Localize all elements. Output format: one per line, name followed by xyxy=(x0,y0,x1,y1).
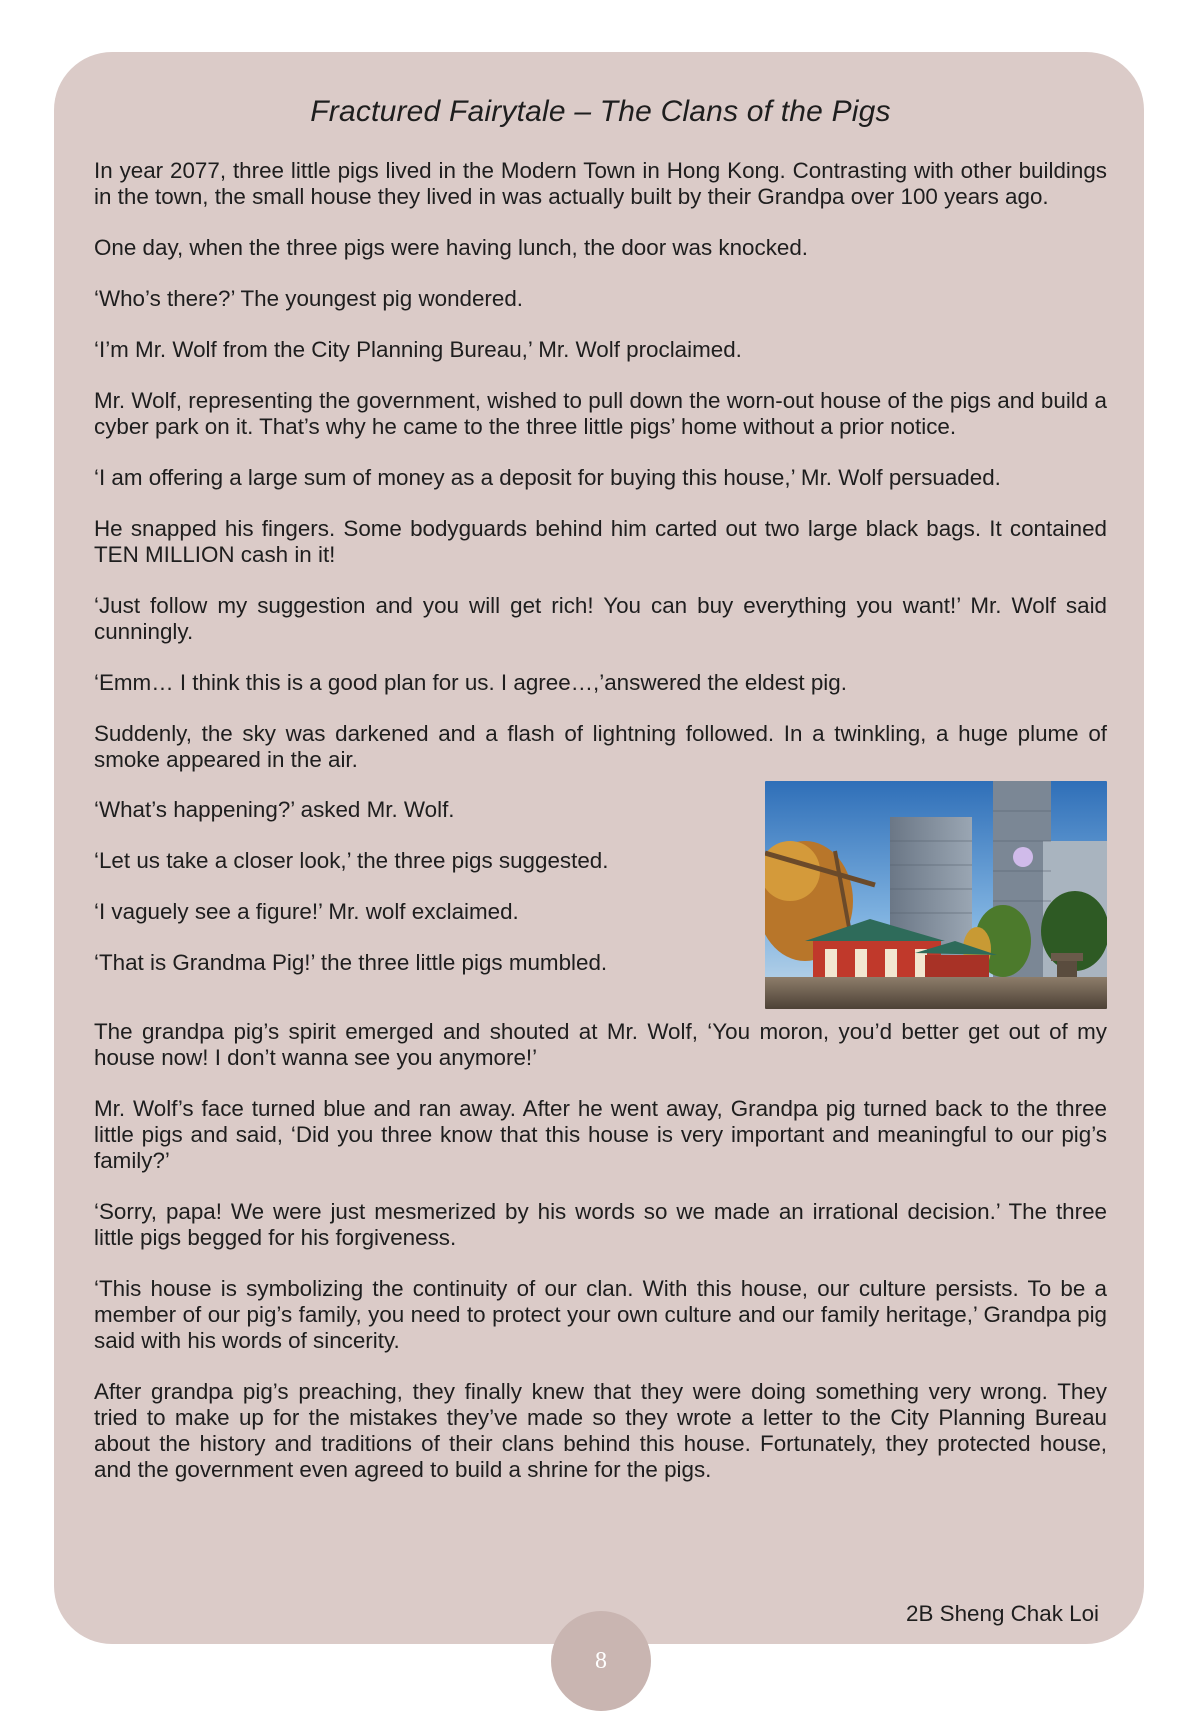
shrine-city-photo xyxy=(765,781,1107,1009)
paragraph-16: Mr. Wolf’s face turned blue and ran away. After he went away, Grandpa pig turned back to the three little pigs and said, ‘Did you three know that this house is very important and meaningful to our pig’s family?’ xyxy=(94,1096,1107,1173)
author-credit: 2B Sheng Chak Loi xyxy=(906,1601,1099,1626)
paragraph-18: ‘This house is symbolizing the continuity of our clan. With this house, our culture persists. To be a member of our pig’s family, you need to protect your own culture and our family heritage,’ Grandpa pig said with his words of sincerity. xyxy=(94,1276,1107,1353)
article-title: Fractured Fairytale – The Clans of the Pigs xyxy=(310,95,891,128)
paragraph-2: One day, when the three pigs were having lunch, the door was knocked. xyxy=(94,235,809,260)
paragraph-11: ‘What’s happening?’ asked Mr. Wolf. xyxy=(94,797,455,822)
paragraph-4: ‘I’m Mr. Wolf from the City Planning Bureau,’ Mr. Wolf proclaimed. xyxy=(94,337,742,362)
paragraph-3: ‘Who’s there?’ The youngest pig wondered. xyxy=(94,286,524,311)
paragraph-12: ‘Let us take a closer look,’ the three pigs suggested. xyxy=(94,848,609,873)
paragraph-1: In year 2077, three little pigs lived in the Modern Town in Hong Kong. Contrasting with other buildings in the town, the small house they lived in was actually built by their Grandpa over 100 years ago. xyxy=(94,158,1107,209)
paragraph-8: ‘Just follow my suggestion and you will get rich! You can buy everything you want!’ Mr. Wolf said cunningly. xyxy=(94,593,1107,644)
paragraph-19: After grandpa pig’s preaching, they finally knew that they were doing something very wrong. They tried to make up for the mistakes they’ve made so they wrote a letter to the City Planning Bureau about the history and traditions of their clans behind this house. Fortunately, they protected house, and the government even agreed to build a shrine for the pigs. xyxy=(94,1379,1107,1482)
paragraph-13: ‘I vaguely see a figure!’ Mr. wolf exclaimed. xyxy=(94,899,519,924)
paragraph-5: Mr. Wolf, representing the government, wished to pull down the worn-out house of the pigs and build a cyber park on it. That’s why he came to the three little pigs’ home without a prior notice. xyxy=(94,388,1107,439)
paragraph-15: The grandpa pig’s spirit emerged and shouted at Mr. Wolf, ‘You moron, you’d better get out of my house now! I don’t wanna see you anymore!’ xyxy=(94,1019,1107,1070)
paragraph-9: ‘Emm… I think this is a good plan for us. I agree…,’answered the eldest pig. xyxy=(94,670,847,695)
paragraph-14: ‘That is Grandma Pig!’ the three little pigs mumbled. xyxy=(94,950,608,975)
page-number-badge xyxy=(551,1611,651,1711)
paragraph-7: He snapped his fingers. Some bodyguards behind him carted out two large black bags. It contained TEN MILLION cash in it! xyxy=(94,516,1107,567)
paragraph-6: ‘I am offering a large sum of money as a deposit for buying this house,’ Mr. Wolf persuaded. xyxy=(94,465,1001,490)
paragraph-17: ‘Sorry, papa! We were just mesmerized by his words so we made an irrational decision.’ The three little pigs begged for his forgiveness. xyxy=(94,1199,1107,1250)
article-body xyxy=(94,158,1107,1508)
paragraph-10: Suddenly, the sky was darkened and a flash of lightning followed. In a twinkling, a huge plume of smoke appeared in the air. xyxy=(94,721,1107,772)
page-number: 8 xyxy=(595,1648,607,1674)
